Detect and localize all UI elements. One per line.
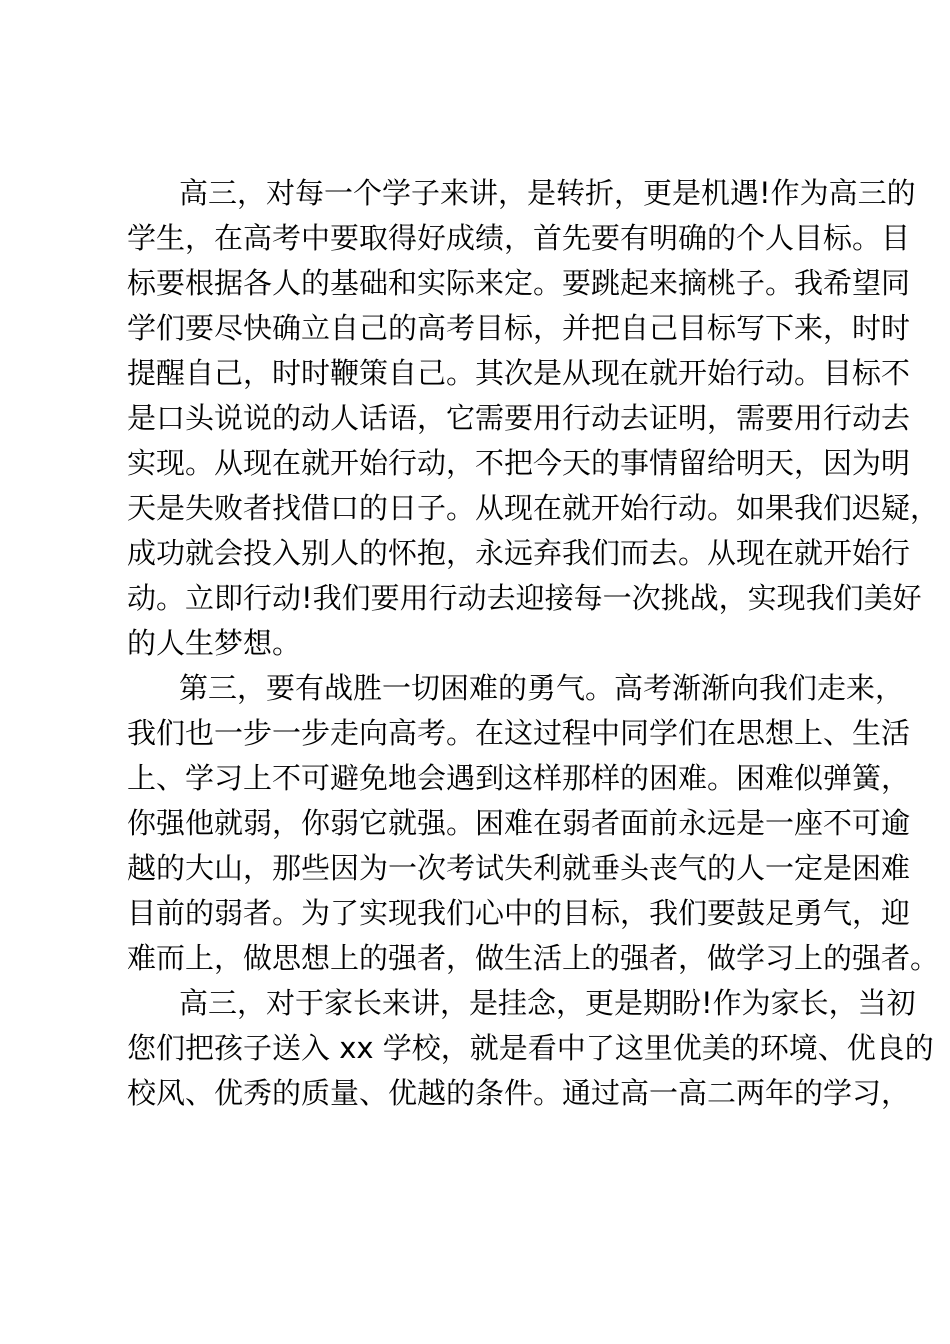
paragraph-1-line-4: 学们要尽快确立自己的高考目标，并把自己目标写下来，时时	[127, 311, 911, 345]
paragraph-1-line-1: 高三，对每一个学子来讲，是转折，更是机遇!作为高三的	[179, 176, 916, 210]
paragraph-2-line-5: 越的大山，那些因为一次考试失利就垂头丧气的人一定是困难	[127, 851, 911, 885]
paragraph-3-line-3: 校风、优秀的质量、优越的条件。通过高一高二两年的学习，	[127, 1076, 911, 1110]
paragraph-2-line-2: 我们也一步一步走向高考。在这过程中同学们在思想上、生活	[127, 716, 911, 750]
paragraph-1-line-3: 标要根据各人的基础和实际来定。要跳起来摘桃子。我希望同	[127, 266, 911, 300]
paragraph-1-line-10: 动。立即行动!我们要用行动去迎接每一次挑战，实现我们美好	[127, 581, 922, 615]
paragraph-2-line-7: 难而上，做思想上的强者，做生活上的强者，做学习上的强者。	[127, 941, 940, 975]
paragraph-1-line-6: 是口头说说的动人话语，它需要用行动去证明，需要用行动去	[127, 401, 911, 435]
paragraph-2-line-3: 上、学习上不可避免地会遇到这样那样的困难。困难似弹簧，	[127, 761, 911, 795]
paragraph-2-line-4: 你强他就弱，你弱它就强。困难在弱者面前永远是一座不可逾	[127, 806, 911, 840]
paragraph-1-line-8: 天是失败者找借口的日子。从现在就开始行动。如果我们迟疑，	[127, 491, 940, 525]
paragraph-2-line-1: 第三，要有战胜一切困难的勇气。高考渐渐向我们走来，	[179, 671, 905, 705]
paragraph-1-line-11: 的人生梦想。	[127, 626, 302, 660]
paragraph-3-line-2: 您们把孩子送入 xx 学校，就是看中了这里优美的环境、优良的	[127, 1031, 934, 1065]
body-text	[127, 171, 940, 1116]
paragraph-1-line-5: 提醒自己，时时鞭策自己。其次是从现在就开始行动。目标不	[127, 356, 911, 390]
paragraph-3-line-1: 高三，对于家长来讲，是挂念，更是期盼!作为家长，当初	[179, 986, 916, 1020]
paragraph-1-line-9: 成功就会投入别人的怀抱，永远弃我们而去。从现在就开始行	[127, 536, 911, 570]
paragraph-2-line-6: 目前的弱者。为了实现我们心中的目标，我们要鼓足勇气，迎	[127, 896, 911, 930]
paragraph-1-line-7: 实现。从现在就开始行动，不把今天的事情留给明天，因为明	[127, 446, 911, 480]
paragraph-1-line-2: 学生，在高考中要取得好成绩，首先要有明确的个人目标。目	[127, 221, 911, 255]
